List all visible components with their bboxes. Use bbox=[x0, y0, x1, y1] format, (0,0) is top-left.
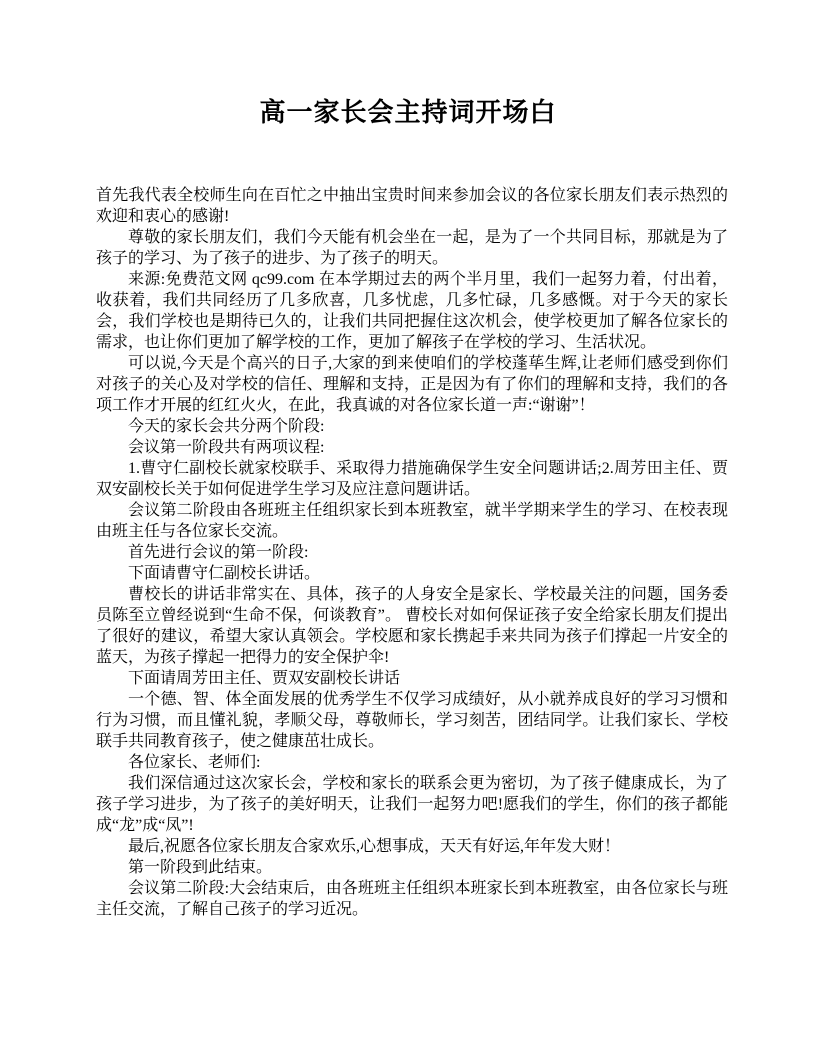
paragraph: 下面请曹守仁副校长讲话。 bbox=[128, 565, 321, 582]
paragraph: 今天的家长会共分两个阶段: bbox=[128, 418, 325, 435]
paragraph: 下面请周芳田主任、贾双安副校长讲话 bbox=[128, 670, 401, 687]
paragraph: 我们深信通过这次家长会，学校和家长的联系会更为密切，为了孩子健康成长，为了孩子学习进步，为了孩子的美好明天，让我们一起努力吧!愿我们的学生，你们的孩子都能成“龙”成“凤”! bbox=[96, 775, 728, 834]
paragraph: 来源:免费范文网 qc99.com 在本学期过去的两个半月里，我们一起努力着，付出着，收获着，我们共同经历了几多欣喜，几多忧虑，几多忙碌，几多感慨。对于今天的家长会，我们学校也是期待已久的，让我们共同把握住这次机会，使学校更加了解各位家长的需求，也让你们更加了解学校的工作，更加了解孩子在学校的学习、生活状况。 bbox=[96, 271, 728, 351]
paragraph: 会议第一阶段共有两项议程: bbox=[128, 439, 325, 456]
document-title: 高一家长会主持词开场白 bbox=[259, 98, 557, 127]
paragraph: 可以说,今天是个高兴的日子,大家的到来使咱们的学校蓬荜生辉,让老师们感受到你们对孩子的关心及对学校的信任、理解和支持，正是因为有了你们的理解和支持，我们的各项工作才开展的红红火火，在此，我真诚的对各位家长道一声:“谢谢”！ bbox=[96, 355, 728, 414]
document-body bbox=[96, 185, 728, 920]
paragraph: 首先我代表全校师生向在百忙之中抽出宝贵时间来参加会议的各位家长朋友们表示热烈的欢迎和衷心的感谢! bbox=[96, 187, 728, 225]
paragraph: 会议第二阶段由各班班主任组织家长到本班教室，就半学期来学生的学习、在校表现由班主任与各位家长交流。 bbox=[96, 502, 728, 540]
paragraph: 最后,祝愿各位家长朋友合家欢乐,心想事成，天天有好运,年年发大财！ bbox=[128, 838, 621, 855]
paragraph: 曹校长的讲话非常实在、具体，孩子的人身安全是家长、学校最关注的问题，国务委员陈至立曾经说到“生命不保，何谈教育”。 曹校长对如何保证孩子安全给家长朋友们提出了很好的建议，希望大家认真领会。学校愿和家长携起手来共同为孩子们撑起一片安全的蓝天，为孩子撑起一把得力的安全保护伞! bbox=[96, 586, 728, 666]
paragraph: 1.曹守仁副校长就家校联手、采取得力措施确保学生安全问题讲话;2.周芳田主任、贾双安副校长关于如何促进学生学习及应注意问题讲话。 bbox=[96, 460, 728, 498]
paragraph: 尊敬的家长朋友们，我们今天能有机会坐在一起，是为了一个共同目标，那就是为了孩子的学习、为了孩子的进步、为了孩子的明天。 bbox=[96, 229, 728, 267]
paragraph: 各位家长、老师们: bbox=[128, 754, 261, 771]
paragraph: 首先进行会议的第一阶段: bbox=[128, 544, 309, 561]
paragraph: 一个德、智、体全面发展的优秀学生不仅学习成绩好，从小就养成良好的学习习惯和行为习惯，而且懂礼貌，孝顺父母，尊敬师长，学习刻苦，团结同学。让我们家长、学校联手共同教育孩子，使之健康茁壮成长。 bbox=[96, 691, 728, 750]
paragraph: 会议第二阶段:大会结束后，由各班班主任组织本班家长到本班教室，由各位家长与班主任交流，了解自己孩子的学习近况。 bbox=[96, 880, 728, 918]
paragraph: 第一阶段到此结束。 bbox=[128, 859, 273, 876]
